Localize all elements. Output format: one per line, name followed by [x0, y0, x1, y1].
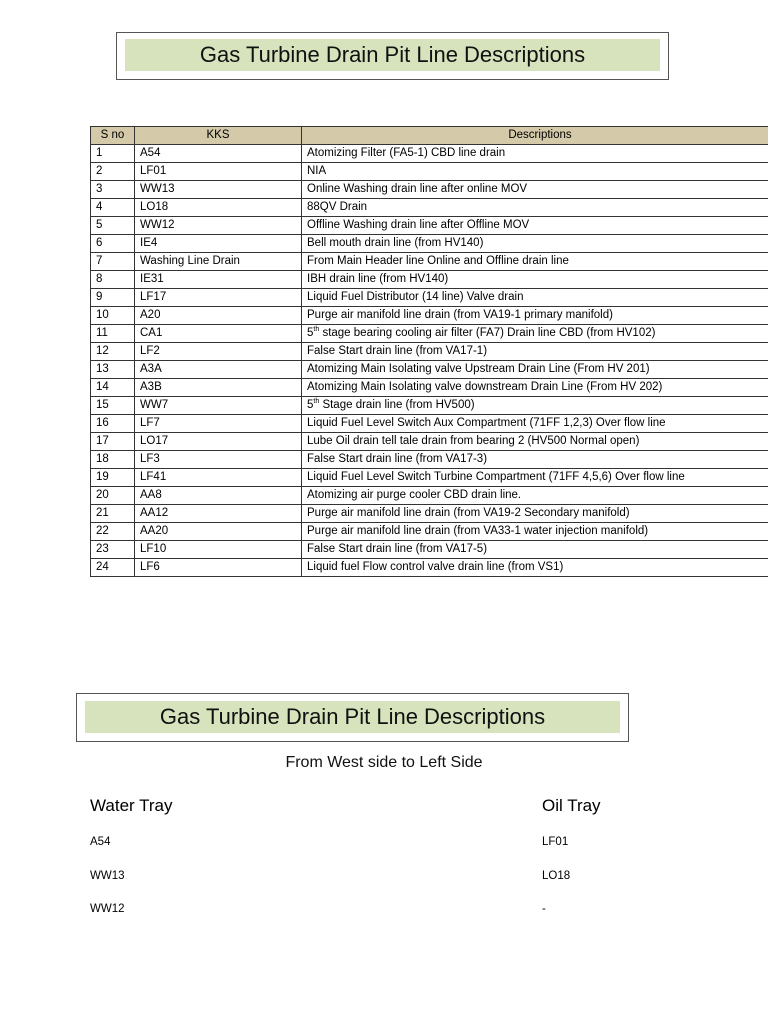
- cell-sno: 14: [91, 379, 135, 397]
- col-header-sno: S no: [91, 127, 135, 145]
- cell-description: Liquid Fuel Level Switch Aux Compartment (71FF 1,2,3) Over flow line: [302, 415, 768, 433]
- table-row: [91, 199, 768, 217]
- cell-sno: 3: [91, 181, 135, 199]
- cell-kks: LF01: [135, 163, 302, 181]
- water-tray-heading: Water Tray: [90, 796, 173, 815]
- cell-kks: IE31: [135, 271, 302, 289]
- table-row: [91, 487, 768, 505]
- cell-description: 5th Stage drain line (from HV500): [302, 397, 768, 415]
- cell-kks: LF6: [135, 559, 302, 577]
- cell-description: Online Washing drain line after online MOV: [302, 181, 768, 199]
- cell-kks: LF10: [135, 541, 302, 559]
- cell-sno: 4: [91, 199, 135, 217]
- cell-sno: 24: [91, 559, 135, 577]
- cell-kks: WW13: [135, 181, 302, 199]
- cell-description: False Start drain line (from VA17-3): [302, 451, 768, 469]
- cell-description: Bell mouth drain line (from HV140): [302, 235, 768, 253]
- cell-kks: CA1: [135, 325, 302, 343]
- table-row: [91, 469, 768, 487]
- cell-sno: 5: [91, 217, 135, 235]
- cell-description: Purge air manifold line drain (from VA19-2 Secondary manifold): [302, 505, 768, 523]
- cell-kks: AA12: [135, 505, 302, 523]
- oil-tray-item: LO18: [542, 870, 571, 882]
- table-row: [91, 271, 768, 289]
- cell-sno: 6: [91, 235, 135, 253]
- col-header-kks: KKS: [135, 127, 302, 145]
- cell-kks: AA8: [135, 487, 302, 505]
- cell-description: Liquid Fuel Level Switch Turbine Compartment (71FF 4,5,6) Over flow line: [302, 469, 768, 487]
- oil-tray-item: -: [542, 903, 546, 915]
- cell-description: From Main Header line Online and Offline drain line: [302, 253, 768, 271]
- cell-kks: IE4: [135, 235, 302, 253]
- cell-kks: A54: [135, 145, 302, 163]
- cell-kks: LF17: [135, 289, 302, 307]
- cell-sno: 7: [91, 253, 135, 271]
- cell-kks: A3B: [135, 379, 302, 397]
- table-row: [91, 307, 768, 325]
- table-row: [91, 163, 768, 181]
- cell-sno: 22: [91, 523, 135, 541]
- water-tray-item: A54: [90, 836, 111, 848]
- cell-sno: 12: [91, 343, 135, 361]
- cell-kks: AA20: [135, 523, 302, 541]
- table-row: [91, 325, 768, 343]
- cell-sno: 11: [91, 325, 135, 343]
- table-row: [91, 523, 768, 541]
- bottom-title: Gas Turbine Drain Pit Line Descriptions: [85, 701, 620, 733]
- cell-sno: 8: [91, 271, 135, 289]
- cell-description: Atomizing Filter (FA5-1) CBD line drain: [302, 145, 768, 163]
- cell-sno: 20: [91, 487, 135, 505]
- cell-sno: 9: [91, 289, 135, 307]
- cell-description: Liquid Fuel Distributor (14 line) Valve drain: [302, 289, 768, 307]
- cell-description: Offline Washing drain line after Offline MOV: [302, 217, 768, 235]
- table-row: [91, 433, 768, 451]
- tray-subtitle: From West side to Left Side: [285, 754, 483, 771]
- cell-description: Atomizing Main Isolating valve downstream Drain Line (From HV 202): [302, 379, 768, 397]
- cell-description: Purge air manifold line drain (from VA33-1 water injection manifold): [302, 523, 768, 541]
- table-row: [91, 397, 768, 415]
- cell-description: Liquid fuel Flow control valve drain line (from VS1): [302, 559, 768, 577]
- cell-kks: LO17: [135, 433, 302, 451]
- table-row: [91, 235, 768, 253]
- table-row: [91, 343, 768, 361]
- table-row: [91, 253, 768, 271]
- cell-kks: A20: [135, 307, 302, 325]
- cell-kks: A3A: [135, 361, 302, 379]
- cell-sno: 21: [91, 505, 135, 523]
- cell-description: Atomizing air purge cooler CBD drain line.: [302, 487, 768, 505]
- cell-sno: 23: [91, 541, 135, 559]
- top-title: Gas Turbine Drain Pit Line Descriptions: [125, 39, 660, 71]
- cell-sno: 15: [91, 397, 135, 415]
- cell-kks: LF2: [135, 343, 302, 361]
- cell-sno: 10: [91, 307, 135, 325]
- cell-kks: Washing Line Drain: [135, 253, 302, 271]
- table-row: [91, 505, 768, 523]
- cell-sno: 1: [91, 145, 135, 163]
- table-row: [91, 541, 768, 559]
- table-row: [91, 379, 768, 397]
- table-row: [91, 451, 768, 469]
- oil-tray-item: LF01: [542, 836, 569, 848]
- oil-tray-heading: Oil Tray: [542, 796, 601, 815]
- table-row: [91, 289, 768, 307]
- cell-description: False Start drain line (from VA17-1): [302, 343, 768, 361]
- cell-description: False Start drain line (from VA17-5): [302, 541, 768, 559]
- cell-description: IBH drain line (from HV140): [302, 271, 768, 289]
- cell-description: NIA: [302, 163, 768, 181]
- cell-description: 88QV Drain: [302, 199, 768, 217]
- cell-description: Lube Oil drain tell tale drain from bearing 2 (HV500 Normal open): [302, 433, 768, 451]
- cell-sno: 16: [91, 415, 135, 433]
- table-row: [91, 181, 768, 199]
- table-header-row: [91, 127, 768, 145]
- cell-sno: 13: [91, 361, 135, 379]
- cell-description: 5th stage bearing cooling air filter (FA7) Drain line CBD (from HV102): [302, 325, 768, 343]
- cell-kks: LF41: [135, 469, 302, 487]
- bottom-title-box: [76, 693, 629, 742]
- table-row: [91, 217, 768, 235]
- table-row: [91, 559, 768, 577]
- cell-kks: WW12: [135, 217, 302, 235]
- water-tray-item: WW12: [90, 903, 125, 915]
- table-row: [91, 415, 768, 433]
- table-row: [91, 361, 768, 379]
- col-header-descriptions: Descriptions: [302, 127, 768, 145]
- cell-description: Atomizing Main Isolating valve Upstream Drain Line (From HV 201): [302, 361, 768, 379]
- top-title-box: [116, 32, 669, 80]
- cell-kks: WW7: [135, 397, 302, 415]
- drain-table: [90, 126, 768, 577]
- cell-kks: LF3: [135, 451, 302, 469]
- cell-sno: 19: [91, 469, 135, 487]
- cell-kks: LO18: [135, 199, 302, 217]
- cell-kks: LF7: [135, 415, 302, 433]
- cell-sno: 17: [91, 433, 135, 451]
- cell-sno: 18: [91, 451, 135, 469]
- table-row: [91, 145, 768, 163]
- cell-description: Purge air manifold line drain (from VA19-1 primary manifold): [302, 307, 768, 325]
- cell-sno: 2: [91, 163, 135, 181]
- water-tray-item: WW13: [90, 870, 125, 882]
